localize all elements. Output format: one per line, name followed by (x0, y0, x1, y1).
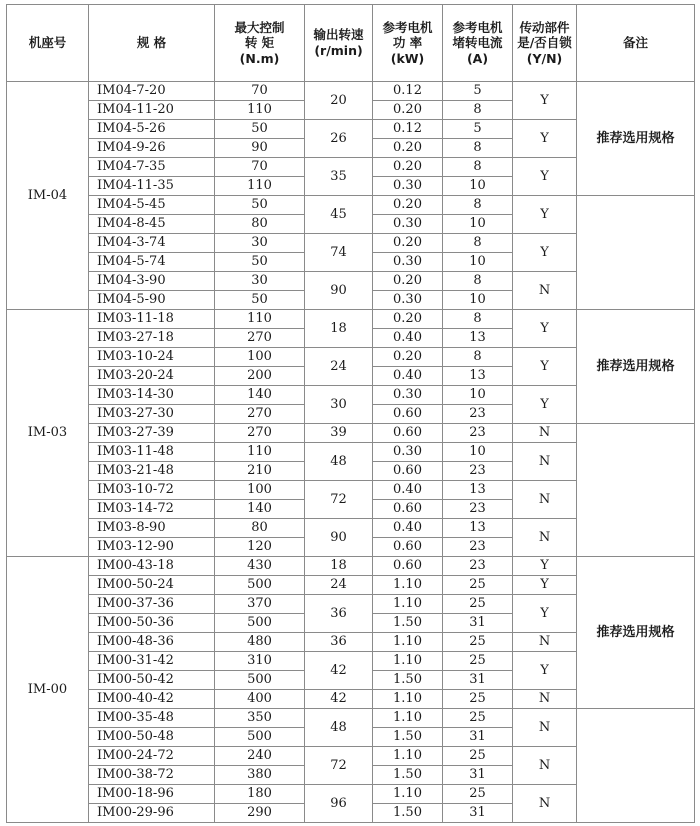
torque-cell: 140 (215, 500, 305, 519)
header-current (443, 5, 513, 82)
current-cell: 31 (443, 614, 513, 633)
selflock-cell: N (513, 424, 577, 443)
model-cell: IM04-3-74 (89, 234, 215, 253)
model-cell: IM03-11-48 (89, 443, 215, 462)
header-power (373, 5, 443, 82)
frame-cell: IM-00 (7, 557, 89, 823)
torque-cell: 240 (215, 747, 305, 766)
current-cell: 10 (443, 177, 513, 196)
current-cell: 31 (443, 804, 513, 823)
model-cell: IM03-21-48 (89, 462, 215, 481)
header-line: (Y/N) (526, 50, 563, 66)
speed-cell: 42 (305, 652, 373, 690)
current-cell: 25 (443, 690, 513, 709)
torque-cell: 180 (215, 785, 305, 804)
selflock-cell: N (513, 709, 577, 747)
selflock-cell: Y (513, 310, 577, 348)
current-cell: 8 (443, 158, 513, 177)
torque-cell: 110 (215, 310, 305, 329)
torque-cell: 100 (215, 481, 305, 500)
power-cell: 0.40 (373, 481, 443, 500)
torque-cell: 500 (215, 614, 305, 633)
power-cell: 0.12 (373, 120, 443, 139)
model-cell: IM00-50-48 (89, 728, 215, 747)
speed-cell: 35 (305, 158, 373, 196)
header-model (89, 5, 215, 82)
speed-cell: 39 (305, 424, 373, 443)
power-cell: 0.40 (373, 329, 443, 348)
power-cell: 0.20 (373, 158, 443, 177)
power-cell: 0.20 (373, 310, 443, 329)
power-cell: 0.20 (373, 196, 443, 215)
torque-cell: 380 (215, 766, 305, 785)
header-line: 备注 (622, 35, 648, 51)
remark-cell (577, 424, 695, 557)
model-cell: IM00-29-96 (89, 804, 215, 823)
current-cell: 8 (443, 272, 513, 291)
selflock-cell: Y (513, 348, 577, 386)
power-cell: 0.30 (373, 177, 443, 196)
selflock-cell: N (513, 519, 577, 557)
model-cell: IM00-50-24 (89, 576, 215, 595)
torque-cell: 290 (215, 804, 305, 823)
header-line: (kW) (390, 50, 425, 66)
selflock-cell: N (513, 747, 577, 785)
current-cell: 8 (443, 234, 513, 253)
model-cell: IM04-8-45 (89, 215, 215, 234)
header-line: 机座号 (28, 35, 67, 51)
power-cell: 0.30 (373, 215, 443, 234)
power-cell: 1.50 (373, 804, 443, 823)
torque-cell: 50 (215, 196, 305, 215)
power-cell: 0.60 (373, 405, 443, 424)
table-row (7, 557, 695, 576)
power-cell: 0.60 (373, 500, 443, 519)
model-cell: IM04-9-26 (89, 139, 215, 158)
current-cell: 10 (443, 443, 513, 462)
model-cell: IM00-48-36 (89, 633, 215, 652)
power-cell: 1.10 (373, 690, 443, 709)
current-cell: 13 (443, 329, 513, 348)
model-cell: IM04-3-90 (89, 272, 215, 291)
torque-cell: 110 (215, 443, 305, 462)
selflock-cell: Y (513, 120, 577, 158)
model-cell: IM04-7-35 (89, 158, 215, 177)
remark-cell: 推荐选用规格 (577, 310, 695, 424)
speed-cell: 90 (305, 519, 373, 557)
model-cell: IM00-35-48 (89, 709, 215, 728)
speed-cell: 26 (305, 120, 373, 158)
header-line: 最大控制 (234, 19, 285, 35)
current-cell: 25 (443, 633, 513, 652)
header-selflock (513, 5, 577, 82)
torque-cell: 270 (215, 329, 305, 348)
current-cell: 23 (443, 405, 513, 424)
current-cell: 10 (443, 386, 513, 405)
power-cell: 1.10 (373, 709, 443, 728)
model-cell: IM00-37-36 (89, 595, 215, 614)
header-line: 传动部件 (519, 19, 570, 35)
current-cell: 25 (443, 747, 513, 766)
power-cell: 0.20 (373, 234, 443, 253)
power-cell: 0.20 (373, 272, 443, 291)
frame-cell: IM-03 (7, 310, 89, 557)
torque-cell: 50 (215, 253, 305, 272)
current-cell: 8 (443, 310, 513, 329)
selflock-cell: Y (513, 196, 577, 234)
power-cell: 1.50 (373, 614, 443, 633)
current-cell: 25 (443, 652, 513, 671)
model-cell: IM00-38-72 (89, 766, 215, 785)
speed-cell: 48 (305, 709, 373, 747)
model-cell: IM03-27-39 (89, 424, 215, 443)
speed-cell: 74 (305, 234, 373, 272)
power-cell: 0.20 (373, 139, 443, 158)
power-cell: 0.30 (373, 443, 443, 462)
speed-cell: 72 (305, 747, 373, 785)
current-cell: 10 (443, 215, 513, 234)
table-body (7, 82, 695, 823)
current-cell: 23 (443, 557, 513, 576)
power-cell: 0.60 (373, 424, 443, 443)
power-cell: 0.40 (373, 519, 443, 538)
torque-cell: 350 (215, 709, 305, 728)
header-line: 是/否自锁 (517, 35, 572, 51)
model-cell: IM03-11-18 (89, 310, 215, 329)
current-cell: 25 (443, 595, 513, 614)
speed-cell: 72 (305, 481, 373, 519)
selflock-cell: N (513, 443, 577, 481)
model-cell: IM03-14-30 (89, 386, 215, 405)
current-cell: 5 (443, 120, 513, 139)
power-cell: 0.60 (373, 462, 443, 481)
current-cell: 10 (443, 253, 513, 272)
model-cell: IM04-11-35 (89, 177, 215, 196)
model-cell: IM03-27-18 (89, 329, 215, 348)
current-cell: 13 (443, 481, 513, 500)
selflock-cell: Y (513, 576, 577, 595)
header-line: 输出转速 (313, 27, 364, 43)
speed-cell: 24 (305, 348, 373, 386)
model-cell: IM03-10-72 (89, 481, 215, 500)
power-cell: 1.50 (373, 671, 443, 690)
speed-cell: 20 (305, 82, 373, 120)
header-line: 功 率 (392, 35, 423, 51)
torque-cell: 430 (215, 557, 305, 576)
model-cell: IM00-31-42 (89, 652, 215, 671)
current-cell: 10 (443, 291, 513, 310)
current-cell: 8 (443, 101, 513, 120)
model-cell: IM04-7-20 (89, 82, 215, 101)
model-cell: IM00-50-36 (89, 614, 215, 633)
header-speed (305, 5, 373, 82)
speed-cell: 96 (305, 785, 373, 823)
power-cell: 0.30 (373, 253, 443, 272)
current-cell: 8 (443, 348, 513, 367)
header-line: (A) (466, 50, 489, 66)
torque-cell: 210 (215, 462, 305, 481)
power-cell: 0.12 (373, 82, 443, 101)
power-cell: 1.10 (373, 576, 443, 595)
speed-cell: 18 (305, 557, 373, 576)
model-cell: IM00-18-96 (89, 785, 215, 804)
current-cell: 31 (443, 728, 513, 747)
torque-cell: 110 (215, 177, 305, 196)
power-cell: 1.50 (373, 766, 443, 785)
table-row (7, 424, 695, 443)
header-line: (N.m) (239, 50, 280, 66)
model-cell: IM00-50-42 (89, 671, 215, 690)
torque-cell: 140 (215, 386, 305, 405)
model-cell: IM03-14-72 (89, 500, 215, 519)
selflock-cell: N (513, 690, 577, 709)
current-cell: 5 (443, 82, 513, 101)
torque-cell: 110 (215, 101, 305, 120)
torque-cell: 200 (215, 367, 305, 386)
speed-cell: 48 (305, 443, 373, 481)
header-remark (577, 5, 695, 82)
model-cell: IM03-27-30 (89, 405, 215, 424)
speed-cell: 30 (305, 386, 373, 424)
header-line: 参考电机 (382, 19, 433, 35)
torque-cell: 100 (215, 348, 305, 367)
model-cell: IM00-40-42 (89, 690, 215, 709)
table-row (7, 196, 695, 215)
header-torque (215, 5, 305, 82)
model-cell: IM03-12-90 (89, 538, 215, 557)
speed-cell: 36 (305, 633, 373, 652)
header-line: 参考电机 (452, 19, 503, 35)
model-cell: IM03-20-24 (89, 367, 215, 386)
power-cell: 0.30 (373, 291, 443, 310)
selflock-cell: N (513, 785, 577, 823)
model-cell: IM04-5-74 (89, 253, 215, 272)
remark-cell: 推荐选用规格 (577, 557, 695, 709)
speed-cell: 90 (305, 272, 373, 310)
current-cell: 31 (443, 766, 513, 785)
torque-cell: 30 (215, 234, 305, 253)
speed-cell: 45 (305, 196, 373, 234)
power-cell: 0.60 (373, 557, 443, 576)
speed-cell: 42 (305, 690, 373, 709)
torque-cell: 80 (215, 215, 305, 234)
selflock-cell: Y (513, 595, 577, 633)
speed-cell: 24 (305, 576, 373, 595)
power-cell: 0.40 (373, 367, 443, 386)
power-cell: 0.30 (373, 386, 443, 405)
selflock-cell: Y (513, 386, 577, 424)
torque-cell: 500 (215, 728, 305, 747)
header-frame (7, 5, 89, 82)
torque-cell: 70 (215, 82, 305, 101)
current-cell: 23 (443, 538, 513, 557)
torque-cell: 310 (215, 652, 305, 671)
torque-cell: 270 (215, 424, 305, 443)
power-cell: 1.50 (373, 728, 443, 747)
current-cell: 25 (443, 785, 513, 804)
torque-cell: 50 (215, 120, 305, 139)
torque-cell: 500 (215, 576, 305, 595)
torque-cell: 480 (215, 633, 305, 652)
torque-cell: 50 (215, 291, 305, 310)
selflock-cell: Y (513, 652, 577, 690)
power-cell: 0.60 (373, 538, 443, 557)
torque-cell: 120 (215, 538, 305, 557)
speed-cell: 36 (305, 595, 373, 633)
torque-cell: 80 (215, 519, 305, 538)
current-cell: 23 (443, 462, 513, 481)
model-cell: IM03-8-90 (89, 519, 215, 538)
selflock-cell: Y (513, 82, 577, 120)
power-cell: 1.10 (373, 747, 443, 766)
model-cell: IM04-5-90 (89, 291, 215, 310)
table-row (7, 310, 695, 329)
model-cell: IM00-24-72 (89, 747, 215, 766)
header-row (7, 5, 695, 82)
torque-cell: 500 (215, 671, 305, 690)
current-cell: 23 (443, 500, 513, 519)
current-cell: 13 (443, 367, 513, 386)
frame-cell: IM-04 (7, 82, 89, 310)
torque-cell: 30 (215, 272, 305, 291)
torque-cell: 370 (215, 595, 305, 614)
torque-cell: 400 (215, 690, 305, 709)
model-cell: IM04-11-20 (89, 101, 215, 120)
header-line: 堵转电流 (452, 35, 503, 51)
table-row (7, 82, 695, 101)
torque-cell: 90 (215, 139, 305, 158)
selflock-cell: Y (513, 158, 577, 196)
remark-cell: 推荐选用规格 (577, 82, 695, 196)
power-cell: 1.10 (373, 652, 443, 671)
remark-cell (577, 709, 695, 823)
model-cell: IM04-5-26 (89, 120, 215, 139)
current-cell: 13 (443, 519, 513, 538)
power-cell: 1.10 (373, 785, 443, 804)
power-cell: 1.10 (373, 633, 443, 652)
header-line: (r/min) (314, 43, 363, 58)
current-cell: 25 (443, 709, 513, 728)
current-cell: 23 (443, 424, 513, 443)
model-cell: IM00-43-18 (89, 557, 215, 576)
model-cell: IM03-10-24 (89, 348, 215, 367)
power-cell: 1.10 (373, 595, 443, 614)
selflock-cell: Y (513, 557, 577, 576)
selflock-cell: N (513, 633, 577, 652)
current-cell: 31 (443, 671, 513, 690)
current-cell: 8 (443, 196, 513, 215)
selflock-cell: N (513, 481, 577, 519)
torque-cell: 270 (215, 405, 305, 424)
speed-cell: 18 (305, 310, 373, 348)
selflock-cell: N (513, 272, 577, 310)
power-cell: 0.20 (373, 101, 443, 120)
header-line: 转 矩 (244, 35, 275, 51)
spec-table (6, 4, 695, 823)
header-line: 规 格 (136, 35, 167, 51)
torque-cell: 70 (215, 158, 305, 177)
remark-cell (577, 196, 695, 310)
current-cell: 8 (443, 139, 513, 158)
selflock-cell: Y (513, 234, 577, 272)
current-cell: 25 (443, 576, 513, 595)
model-cell: IM04-5-45 (89, 196, 215, 215)
power-cell: 0.20 (373, 348, 443, 367)
table-row (7, 709, 695, 728)
